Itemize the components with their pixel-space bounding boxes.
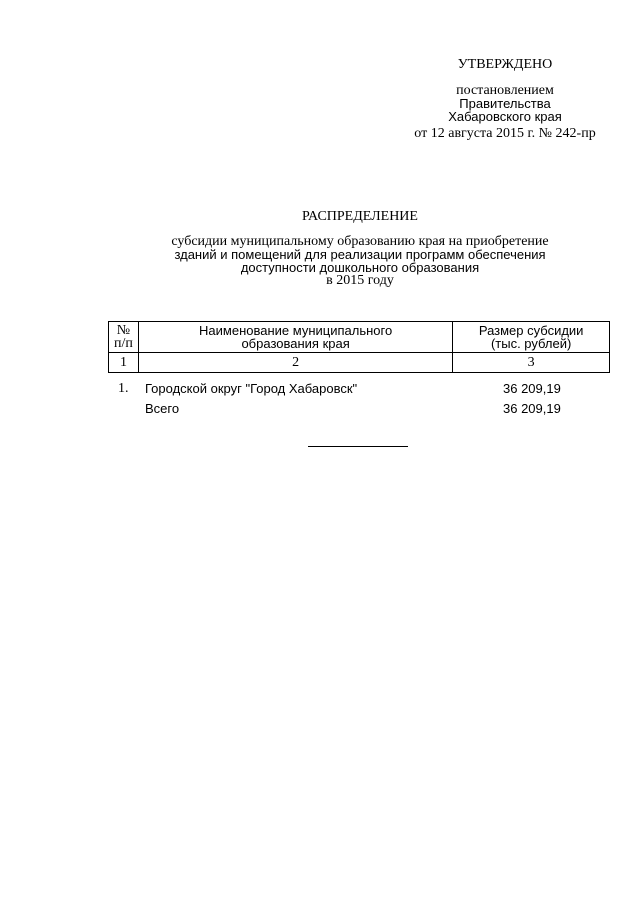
header-municipality (138, 322, 452, 353)
approval-date: от 12 августа 2015 г. № 242-пр (414, 126, 596, 141)
header-municipality-line-1: Наименование муниципального (199, 323, 393, 338)
header-number-line-2: п/п (114, 336, 133, 351)
column-number-row (109, 353, 610, 373)
distribution-table-header (108, 321, 610, 373)
approval-line-2: Правительства (459, 96, 551, 111)
total-label: Всего (145, 401, 180, 416)
approval-line-1: постановлением (456, 83, 554, 98)
header-subsidy-line-2: (тыс. рублей) (490, 336, 572, 351)
row-number: 1. (118, 381, 129, 396)
header-subsidy (453, 322, 610, 353)
approval-stamp (380, 58, 630, 140)
row-municipality: Городской округ "Город Хабаровск" (145, 381, 358, 396)
subtitle-line-2: зданий и помещений для реализации программ обеспечения (174, 247, 546, 262)
column-number-3: 3 (453, 353, 610, 373)
subtitle-line-3: доступности дошкольного образования (240, 260, 480, 275)
header-subsidy-line-1: Размер субсидии (478, 323, 584, 338)
table-row (108, 380, 610, 398)
header-municipality-line-2: образования края (241, 336, 350, 351)
row-subsidy: 36 209,19 (503, 381, 561, 396)
total-value: 36 209,19 (503, 401, 561, 416)
approval-heading: УТВЕРЖДЕНО (457, 57, 553, 72)
header-number (109, 322, 139, 353)
header-number-line-1: № (116, 323, 131, 338)
subtitle-line-1: субсидии муниципальному образованию края на приобретение (171, 234, 549, 249)
table-header-row (109, 322, 610, 353)
document-title-block (120, 210, 600, 287)
document-title: РАСПРЕДЕЛЕНИЕ (302, 209, 418, 224)
column-number-1: 1 (109, 353, 139, 373)
column-number-2: 2 (138, 353, 452, 373)
subtitle-line-4: в 2015 году (326, 273, 394, 288)
total-row (108, 400, 610, 418)
end-divider (308, 446, 408, 447)
approval-line-3: Хабаровского края (448, 109, 562, 124)
